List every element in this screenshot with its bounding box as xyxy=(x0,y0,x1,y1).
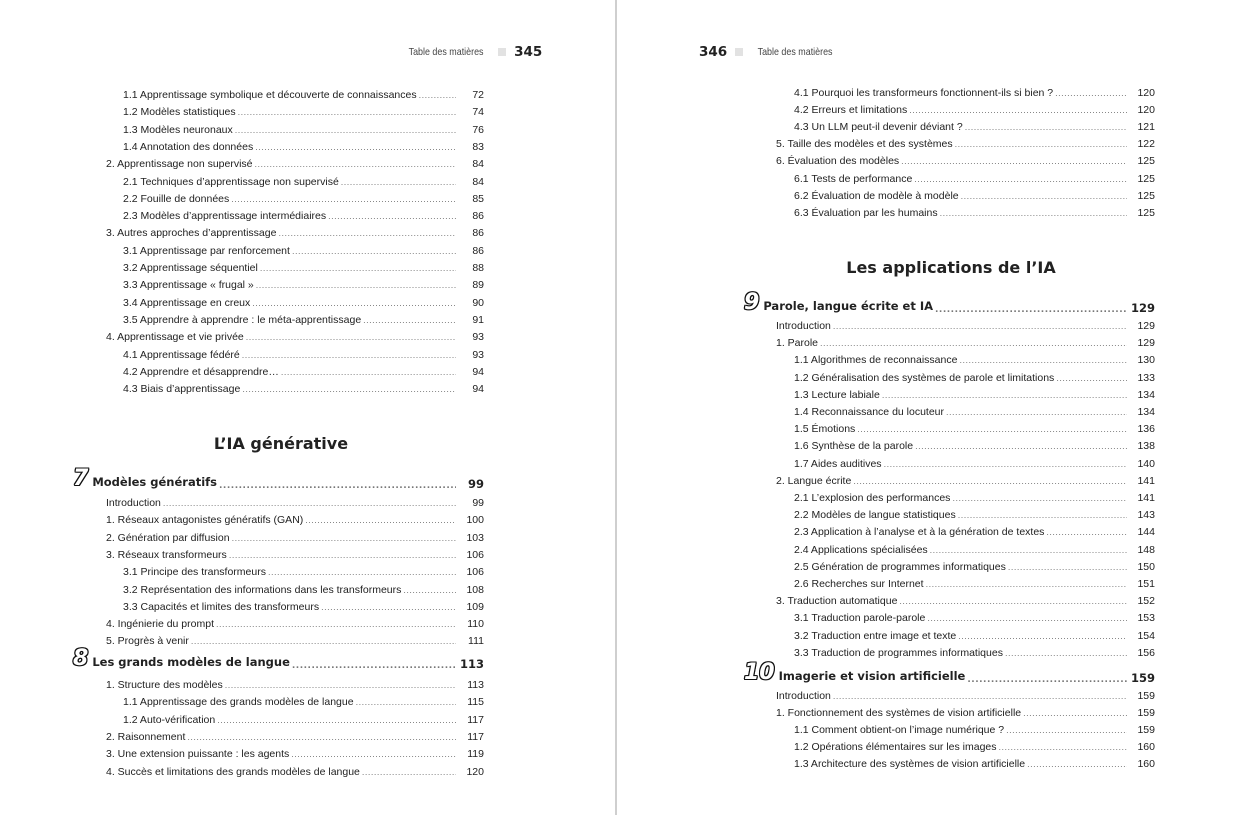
running-header xyxy=(402,44,542,60)
chapter-heading xyxy=(73,466,218,492)
entry-label: 1.3 Lecture labiale xyxy=(794,388,880,401)
page-number: 125 xyxy=(1137,206,1155,219)
toc-entry[interactable] xyxy=(744,561,1155,574)
entry-label: 1. Parole xyxy=(776,337,819,350)
entry-label: 3.3 Traduction de programmes informatiques xyxy=(794,646,1003,659)
dot-leader xyxy=(278,227,456,240)
entry-label: 3. Une extension puissante : les agents xyxy=(106,748,290,761)
entry-label: 4.2 Apprendre et désapprendre… xyxy=(123,365,279,378)
dot-leader xyxy=(1046,526,1127,539)
chapter-title: Modèles génératifs xyxy=(92,475,218,489)
entry-label: 3.1 Apprentissage par renforcement xyxy=(123,244,290,257)
dot-leader xyxy=(967,673,1127,687)
toc-entry[interactable] xyxy=(744,406,1155,419)
dot-leader xyxy=(231,193,456,206)
entry-label: Introduction xyxy=(106,497,161,509)
entry-label: 3.1 Traduction parole-parole xyxy=(794,612,926,625)
page-number: 160 xyxy=(1137,741,1155,754)
chapter-number: 9 xyxy=(744,290,760,315)
page-number: 141 xyxy=(1137,474,1155,487)
dot-leader xyxy=(958,630,1127,643)
page-number: 84 xyxy=(472,158,484,171)
entry-label: 2. Raisonnement xyxy=(106,730,186,743)
toc-entry[interactable] xyxy=(73,714,484,727)
dot-leader xyxy=(1023,707,1127,720)
toc-entry[interactable] xyxy=(744,440,1155,453)
toc-entry[interactable] xyxy=(744,758,1155,771)
page-number: 140 xyxy=(1137,457,1155,470)
dot-leader xyxy=(999,741,1127,754)
dot-leader xyxy=(930,544,1127,557)
page-number: 153 xyxy=(1137,612,1155,625)
toc-entry[interactable] xyxy=(106,262,484,275)
entry-label: 3. Autres approches d’apprentissage xyxy=(106,227,277,240)
page-number: 113 xyxy=(467,679,484,691)
entry-label: 6.2 Évaluation de modèle à modèle xyxy=(794,189,959,202)
toc-entry[interactable] xyxy=(73,618,484,631)
page-number: 93 xyxy=(472,331,484,344)
page-number: 91 xyxy=(472,313,484,326)
toc-entry[interactable] xyxy=(73,635,484,648)
page-number: 99 xyxy=(467,477,484,491)
dot-leader xyxy=(255,141,456,154)
toc-chapter-entry[interactable] xyxy=(73,646,484,673)
dot-leader xyxy=(857,423,1127,436)
toc-entry[interactable] xyxy=(744,741,1155,754)
page-number: 125 xyxy=(1137,189,1155,202)
entry-label: 1.2 Auto-vérification xyxy=(123,713,216,726)
header-title: Table des matières xyxy=(408,46,484,58)
entry-label: 1.2 Opérations élémentaires sur les images xyxy=(794,741,997,754)
entry-label: 4.2 Erreurs et limitations xyxy=(794,104,908,117)
page-number: 156 xyxy=(1137,646,1155,659)
entry-label: 3.2 Apprentissage séquentiel xyxy=(123,262,258,274)
dot-leader xyxy=(1005,647,1127,660)
entry-label: 1. Réseaux antagonistes génératifs (GAN) xyxy=(106,514,304,527)
toc-entry[interactable] xyxy=(744,458,1155,471)
dot-leader xyxy=(341,176,456,189)
dot-leader xyxy=(321,601,456,614)
dot-leader xyxy=(235,124,456,137)
dot-leader xyxy=(260,262,456,275)
toc-entry[interactable] xyxy=(106,245,484,258)
dot-leader xyxy=(926,578,1127,591)
entry-label: 1.1 Comment obtient-on l’image numérique ? xyxy=(794,724,1005,737)
page-number: 154 xyxy=(1137,629,1155,642)
entry-label: Introduction xyxy=(776,690,831,702)
page-number: 159 xyxy=(1137,707,1155,720)
dot-leader xyxy=(1056,372,1127,385)
page-number: 141 xyxy=(1137,492,1155,504)
page-number: 160 xyxy=(1137,758,1155,771)
entry-label: 4. Succès et limitations des grands modèles de langue xyxy=(106,765,360,778)
page-number: 117 xyxy=(467,713,484,726)
dot-leader xyxy=(952,492,1127,505)
dot-leader xyxy=(225,679,456,692)
dot-leader xyxy=(1006,724,1127,737)
page-number: 108 xyxy=(466,583,484,596)
page-number: 100 xyxy=(466,514,484,527)
page-number: 74 xyxy=(472,106,484,119)
dot-leader xyxy=(961,190,1127,203)
toc-entry[interactable] xyxy=(106,158,484,171)
dot-leader xyxy=(959,354,1127,367)
entry-label: 4.3 Un LLM peut-il devenir déviant ? xyxy=(794,121,963,134)
toc-entry[interactable] xyxy=(744,372,1155,385)
toc-entry[interactable] xyxy=(744,724,1155,737)
page-number: 125 xyxy=(1137,155,1155,168)
dot-leader xyxy=(1027,758,1127,771)
toc-entry[interactable] xyxy=(744,690,1155,703)
toc-entry[interactable] xyxy=(73,766,484,779)
toc-entry[interactable] xyxy=(744,354,1155,367)
toc-entry[interactable] xyxy=(744,630,1155,643)
toc-entry[interactable] xyxy=(106,124,484,137)
dot-leader xyxy=(403,584,456,597)
toc-entry[interactable] xyxy=(744,647,1155,660)
toc-entry[interactable] xyxy=(106,106,484,119)
toc-entry[interactable] xyxy=(744,612,1155,625)
page-number: 117 xyxy=(467,730,484,743)
page-number: 110 xyxy=(467,618,484,631)
dot-leader xyxy=(356,696,456,709)
chapter-title: Imagerie et vision artificielle xyxy=(778,669,966,683)
page-number: 86 xyxy=(472,244,484,257)
dot-leader xyxy=(363,314,456,327)
toc-entry[interactable] xyxy=(106,193,484,206)
page-number: 90 xyxy=(472,296,484,309)
toc-entry[interactable] xyxy=(73,601,484,614)
toc-entry[interactable] xyxy=(744,509,1155,522)
entry-label: 2.2 Modèles de langue statistiques xyxy=(794,509,956,522)
toc-entry[interactable] xyxy=(744,320,1155,333)
dot-leader xyxy=(958,509,1127,522)
dot-leader xyxy=(955,138,1127,151)
entry-label: 4. Apprentissage et vie privée xyxy=(106,331,244,344)
page-number: 129 xyxy=(1137,320,1155,332)
chapter-number: 7 xyxy=(73,466,89,491)
page-number: 88 xyxy=(472,262,484,274)
page-number: 99 xyxy=(472,497,484,509)
dot-leader xyxy=(419,89,456,102)
entry-label: 3.2 Traduction entre image et texte xyxy=(794,629,957,642)
dot-leader xyxy=(915,440,1127,453)
dot-leader xyxy=(187,731,456,744)
dot-leader xyxy=(268,566,456,579)
entry-label: 2.4 Applications spécialisées xyxy=(794,543,928,556)
toc-entry[interactable] xyxy=(106,176,484,189)
entry-label: 1.3 Modèles neuronaux xyxy=(123,123,233,136)
page-number: 125 xyxy=(1137,172,1155,185)
entry-label: 4. Ingénierie du prompt xyxy=(106,618,214,631)
toc-entry[interactable] xyxy=(106,366,484,379)
page-number: 86 xyxy=(472,210,484,223)
toc-entry[interactable] xyxy=(776,190,1155,203)
dot-leader xyxy=(884,458,1127,471)
entry-label: 6.3 Évaluation par les humains xyxy=(794,206,938,219)
page-number: 76 xyxy=(472,123,484,136)
toc-entry[interactable] xyxy=(744,475,1155,488)
entry-label: 1. Fonctionnement des systèmes de vision artificielle xyxy=(776,707,1022,720)
page-number: 138 xyxy=(1137,440,1155,453)
toc-entry[interactable] xyxy=(744,389,1155,402)
chapter-number: 8 xyxy=(73,646,89,671)
page-number: 119 xyxy=(467,748,484,761)
page-number: 113 xyxy=(459,657,484,671)
entry-label: 5. Progrès à venir xyxy=(106,635,189,648)
page-number: 159 xyxy=(1137,690,1155,702)
entry-label: 2.3 Modèles d’apprentissage intermédiaires xyxy=(123,210,327,223)
dot-leader xyxy=(242,383,456,396)
toc-entry[interactable] xyxy=(744,707,1155,720)
dot-leader xyxy=(1008,561,1127,574)
dot-leader xyxy=(899,595,1127,608)
chapter-heading xyxy=(744,660,966,686)
page-number: 122 xyxy=(1137,138,1155,151)
dot-leader xyxy=(305,514,456,527)
entry-label: 1.4 Reconnaissance du locuteur xyxy=(794,406,945,418)
header-page-number: 346 xyxy=(699,44,728,60)
toc-entry[interactable] xyxy=(744,337,1155,350)
toc-entry[interactable] xyxy=(73,549,484,562)
dot-leader xyxy=(882,389,1127,402)
entry-label: 1.3 Architecture des systèmes de vision artificielle xyxy=(794,758,1026,771)
page-number: 134 xyxy=(1137,406,1155,418)
dot-leader xyxy=(927,612,1127,625)
entry-label: 4.3 Biais d’apprentissage xyxy=(123,383,241,396)
entry-label: 3.3 Capacités et limites des transformeurs xyxy=(123,600,320,613)
chapter-title: Les grands modèles de langue xyxy=(92,655,290,669)
page-number: 84 xyxy=(472,175,484,188)
toc-entry[interactable] xyxy=(776,121,1155,134)
toc-entry[interactable] xyxy=(73,566,484,579)
page-number: 136 xyxy=(1137,423,1155,436)
chapter-title: Parole, langue écrite et IA xyxy=(763,299,933,313)
page-number: 143 xyxy=(1137,509,1155,522)
page-number: 115 xyxy=(467,696,484,709)
entry-label: 1.1 Algorithmes de reconnaissance xyxy=(794,354,958,367)
page-number: 103 xyxy=(466,531,484,544)
part-title: L’IA générative xyxy=(213,434,349,453)
entry-label: 1.4 Annotation des données xyxy=(123,140,254,153)
page-number: 150 xyxy=(1137,560,1155,573)
toc-entry[interactable] xyxy=(744,595,1155,608)
toc-entry[interactable] xyxy=(106,331,484,344)
page-number: 159 xyxy=(1137,724,1155,737)
page-number: 152 xyxy=(1137,595,1155,608)
header-title: Table des matières xyxy=(757,46,833,58)
toc-entry[interactable] xyxy=(106,89,484,102)
page-number: 86 xyxy=(472,227,484,240)
page-number: 106 xyxy=(466,548,484,561)
header-marker xyxy=(498,48,506,56)
dot-leader xyxy=(965,121,1127,134)
entry-label: 2. Langue écrite xyxy=(776,474,852,487)
page-number: 93 xyxy=(472,348,484,361)
toc-entry[interactable] xyxy=(776,155,1155,168)
entry-label: 6. Évaluation des modèles xyxy=(776,155,900,168)
toc-entry[interactable] xyxy=(106,383,484,396)
chapter-heading xyxy=(73,646,290,672)
toc-entry[interactable] xyxy=(73,696,484,709)
toc-entry[interactable] xyxy=(73,679,484,692)
dot-leader xyxy=(242,349,456,362)
toc-entry[interactable] xyxy=(744,544,1155,557)
entry-label: 2.5 Génération de programmes informatiques xyxy=(794,560,1006,573)
entry-label: 2.1 L’explosion des performances xyxy=(794,492,951,504)
entry-label: 2.3 Application à l’analyse et à la génération de textes xyxy=(794,526,1045,539)
page-number: 83 xyxy=(472,140,484,153)
entry-label: 1. Structure des modèles xyxy=(106,679,223,691)
header-marker xyxy=(735,48,743,56)
toc-entry[interactable] xyxy=(73,497,484,510)
entry-label: 4.1 Pourquoi les transformeurs fonctionnent-ils si bien ? xyxy=(794,87,1054,99)
entry-label: 1.2 Modèles statistiques xyxy=(123,106,236,119)
page-number: 151 xyxy=(1137,578,1155,590)
toc-entry[interactable] xyxy=(744,423,1155,436)
entry-label: 1.6 Synthèse de la parole xyxy=(794,440,914,453)
part-title: Les applications de l’IA xyxy=(846,258,1056,277)
entry-label: 2.1 Techniques d’apprentissage non supervisé xyxy=(123,175,339,188)
page-number: 120 xyxy=(1137,87,1155,99)
toc-chapter-entry[interactable] xyxy=(744,660,1155,687)
dot-leader xyxy=(833,690,1127,703)
entry-label: 6.1 Tests de performance xyxy=(794,172,913,185)
dot-leader xyxy=(292,245,456,258)
page-number: 129 xyxy=(1130,301,1155,315)
dot-leader xyxy=(252,297,456,310)
entry-label: 1.1 Apprentissage symbolique et découverte de connaissances xyxy=(123,89,417,101)
page-number: 120 xyxy=(1137,104,1155,117)
page-number: 134 xyxy=(1137,388,1155,401)
dot-leader xyxy=(246,331,456,344)
toc-entry[interactable] xyxy=(776,138,1155,151)
toc-entry[interactable] xyxy=(776,87,1155,100)
toc-entry[interactable] xyxy=(744,526,1155,539)
page-number: 159 xyxy=(1130,671,1155,685)
dot-leader xyxy=(281,366,456,379)
page-number: 94 xyxy=(472,383,484,396)
dot-leader xyxy=(163,497,456,510)
page-number: 148 xyxy=(1137,543,1155,556)
toc-entry[interactable] xyxy=(106,349,484,362)
page-number: 72 xyxy=(472,89,484,101)
dot-leader xyxy=(946,406,1127,419)
dot-leader xyxy=(256,279,456,292)
entry-label: 2.2 Fouille de données xyxy=(123,192,230,205)
header-page-number: 345 xyxy=(514,44,543,60)
dot-leader xyxy=(362,766,456,779)
toc-chapter-entry[interactable] xyxy=(73,466,484,493)
entry-label: 3.3 Apprentissage « frugal » xyxy=(123,279,254,292)
toc-entry[interactable] xyxy=(73,748,484,761)
dot-leader xyxy=(1055,87,1127,100)
dot-leader xyxy=(292,659,456,673)
entry-label: Introduction xyxy=(776,320,831,332)
entry-label: 1.5 Émotions xyxy=(794,423,856,436)
dot-leader xyxy=(833,320,1127,333)
dot-leader xyxy=(914,173,1127,186)
entry-label: 3.2 Représentation des informations dans les transformeurs xyxy=(123,583,402,596)
entry-label: 2. Génération par diffusion xyxy=(106,531,230,544)
page-number: 120 xyxy=(466,765,484,778)
page-number: 144 xyxy=(1137,526,1155,539)
toc-entry[interactable] xyxy=(744,492,1155,505)
dot-leader xyxy=(901,155,1127,168)
dot-leader xyxy=(216,618,456,631)
entry-label: 5. Taille des modèles et des systèmes xyxy=(776,138,953,151)
entry-label: 2.6 Recherches sur Internet xyxy=(794,578,924,590)
toc-entry[interactable] xyxy=(106,210,484,223)
book-gutter xyxy=(615,0,617,815)
entry-label: 3.4 Apprentissage en creux xyxy=(123,296,251,309)
entry-label: 3.5 Apprendre à apprendre : le méta-apprentissage xyxy=(123,313,362,326)
entry-label: 3. Réseaux transformeurs xyxy=(106,548,227,561)
toc-entry[interactable] xyxy=(106,279,484,292)
entry-label: 1.2 Généralisation des systèmes de parole et limitations xyxy=(794,371,1055,384)
running-header xyxy=(699,44,839,60)
toc-entry[interactable] xyxy=(776,104,1155,117)
entry-label: 1.7 Aides auditives xyxy=(794,457,882,470)
entry-label: 1.1 Apprentissage des grands modèles de langue xyxy=(123,696,354,709)
page-number: 106 xyxy=(466,566,484,579)
dot-leader xyxy=(217,714,456,727)
entry-label: 2. Apprentissage non supervisé xyxy=(106,158,253,171)
dot-leader xyxy=(328,210,456,223)
toc-entry[interactable] xyxy=(73,532,484,545)
dot-leader xyxy=(191,635,456,648)
page-number: 121 xyxy=(1137,121,1155,134)
toc-entry[interactable] xyxy=(73,514,484,527)
dot-leader xyxy=(853,475,1127,488)
toc-entry[interactable] xyxy=(744,578,1155,591)
dot-leader xyxy=(232,532,456,545)
toc-entry[interactable] xyxy=(776,173,1155,186)
entry-label: 3. Traduction automatique xyxy=(776,595,898,608)
page-number: 89 xyxy=(472,279,484,292)
toc-entry[interactable] xyxy=(73,584,484,597)
chapter-heading xyxy=(744,290,933,316)
dot-leader xyxy=(940,207,1127,220)
dot-leader xyxy=(820,337,1127,350)
toc-entry[interactable] xyxy=(106,227,484,240)
dot-leader xyxy=(219,479,456,493)
page-number: 133 xyxy=(1137,371,1155,384)
toc-entry[interactable] xyxy=(73,731,484,744)
page-number: 129 xyxy=(1137,337,1155,350)
entry-label: 4.1 Apprentissage fédéré xyxy=(123,348,240,361)
page-number: 94 xyxy=(472,365,484,378)
chapter-number: 10 xyxy=(744,660,775,685)
toc-chapter-entry[interactable] xyxy=(744,290,1155,317)
toc-entry[interactable] xyxy=(106,141,484,154)
page-number: 130 xyxy=(1137,354,1155,367)
dot-leader xyxy=(909,104,1127,117)
page-number: 111 xyxy=(468,635,484,648)
toc-entry[interactable] xyxy=(776,207,1155,220)
page-number: 109 xyxy=(466,600,484,613)
page-number: 85 xyxy=(472,192,484,205)
dot-leader xyxy=(229,549,456,562)
toc-entry[interactable] xyxy=(106,314,484,327)
toc-entry[interactable] xyxy=(106,297,484,310)
dot-leader xyxy=(255,158,456,171)
dot-leader xyxy=(238,106,456,119)
entry-label: 3.1 Principe des transformeurs xyxy=(123,566,266,579)
dot-leader xyxy=(935,303,1127,317)
dot-leader xyxy=(291,748,456,761)
